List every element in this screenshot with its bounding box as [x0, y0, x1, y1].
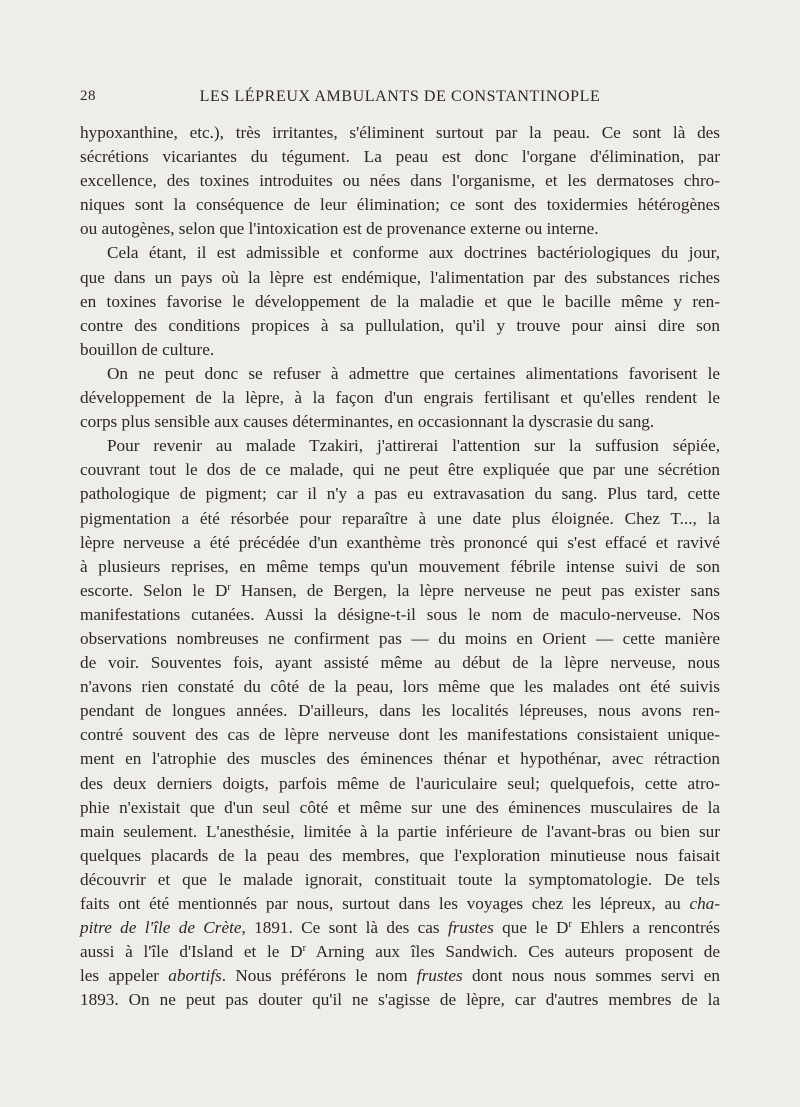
text-run: pendant de longues années. D'ailleurs, dans les localités lépreuses, nous avons ren-: [80, 701, 720, 721]
superscript: r: [568, 919, 572, 931]
text-line: [80, 555, 720, 579]
text-line: [80, 290, 720, 314]
text-run: bouillon de culture.: [80, 339, 215, 359]
italic-text: abortifs: [168, 966, 222, 986]
text-run: ou autogènes, selon que l'intoxication est de provenance externe ou interne.: [80, 219, 599, 239]
text-run: excellence, des toxines introduites ou nées dans l'organisme, et les dermatoses chro-: [80, 171, 720, 191]
italic-text: pitre de l'île de Crète: [80, 918, 242, 938]
text-line: [80, 314, 720, 338]
text-run: lèpre nerveuse a été précédée d'un exanthème très prononcé qui s'est effacé et ravivé: [80, 532, 720, 552]
italic-text: cha-: [689, 894, 720, 913]
text-run: des deux derniers doigts, parfois même de l'auriculaire seul; quelquefois, cette atro-: [80, 773, 720, 793]
text-run: que dans un pays où la lèpre est endémique, l'alimentation par des substances riches: [80, 267, 720, 287]
page-number: 28: [80, 88, 96, 104]
text-line: [80, 820, 720, 844]
page-header: [80, 88, 720, 112]
text-line: [80, 362, 720, 386]
text-run: couvrant tout le dos de ce malade, qui ne peut être expliquée que par une sécrétion: [80, 460, 720, 480]
text-line: [80, 868, 720, 892]
text-run: hypoxanthine, etc.), très irritantes, s'éliminent surtout par la peau. Ce sont là des: [80, 123, 720, 142]
text-run: faits ont été mentionnés par nous, surtout dans les voyages chez les lépreux, au: [80, 894, 690, 913]
text-run: aussi à l'île d'Island et le D: [80, 942, 303, 962]
superscript: r: [227, 581, 231, 593]
text-run: manifestations cutanées. Aussi la désigne-t-il sous le nom de maculo-nerveuse. Nos: [80, 604, 720, 624]
text-line: [80, 747, 720, 771]
text-line: [80, 121, 720, 145]
text-run: pigmentation a été résorbée pour reparaître à une date plus éloignée. Chez T..., la: [80, 508, 720, 528]
text-run: On ne peut donc se refuser à admettre que certaines alimentations favorisent le: [107, 363, 720, 383]
text-run: dont nous nous sommes servi en: [462, 966, 720, 986]
text-line: [80, 892, 720, 916]
text-line: [80, 410, 720, 434]
superscript: r: [302, 943, 306, 955]
text-line: [80, 531, 720, 555]
text-line: [80, 603, 720, 627]
text-line: [80, 169, 720, 193]
text-run: sécrétions vicariantes du tégument. La peau est donc l'organe d'élimination, par: [80, 147, 720, 167]
text-line: [80, 145, 720, 169]
text-line: [80, 193, 720, 217]
text-line: [80, 772, 720, 796]
text-run: Ehlers a rencontrés: [571, 918, 720, 938]
text-run: corps plus sensible aux causes déterminantes, en occasionnant la dyscrasie du sang.: [80, 412, 655, 432]
text-line: [80, 458, 720, 482]
text-run: Pour revenir au malade Tzakiri, j'attirerai l'attention sur la suffusion sépiée,: [107, 436, 720, 456]
text-run: Hansen, de Bergen, la lèpre nerveuse ne peut pas exister sans: [230, 580, 720, 600]
text-run: , 1891. Ce sont là des cas: [241, 918, 448, 938]
text-run: quelques placards de la peau des membres, que l'exploration minutieuse nous faisait: [80, 845, 720, 865]
text-run: contré souvent des cas de lèpre nerveuse dont les manifestations consistaient unique-: [80, 725, 720, 745]
text-line: [80, 940, 720, 964]
italic-text: frustes: [416, 966, 463, 986]
text-run: ment en l'atrophie des muscles des éminences thénar et hypothénar, avec rétraction: [80, 749, 720, 769]
italic-text: frustes: [447, 918, 494, 938]
text-line: [80, 338, 720, 362]
text-run: contre des conditions propices à sa pullulation, qu'il y trouve pour ainsi dire son: [80, 315, 720, 335]
text-run: pathologique de pigment; car il n'y a pas eu extravasation du sang. Plus tard, cette: [80, 484, 720, 504]
text-line: [80, 434, 720, 458]
text-run: phie n'existait que d'un seul côté et même sur une des éminences musculaires de la: [80, 797, 720, 817]
text-line: [80, 916, 720, 940]
text-run: que le D: [493, 918, 569, 938]
text-run: escorte. Selon le D: [80, 580, 228, 600]
text-run: développement de la lèpre, à la façon d'un engrais fertilisant et qu'elles rendent le: [80, 388, 720, 408]
text-run: les appeler: [80, 966, 169, 986]
text-line: [80, 627, 720, 651]
text-run: . Nous préférons le nom: [221, 966, 417, 986]
text-line: [80, 217, 720, 241]
text-run: de voir. Souventes fois, ayant assisté même au début de la lèpre nerveuse, nous: [80, 653, 720, 673]
text-line: [80, 507, 720, 531]
text-run: observations nombreuses ne confirment pas — du moins en Orient — cette manière: [80, 628, 720, 648]
text-line: [80, 386, 720, 410]
text-line: [80, 241, 720, 265]
running-title: LES LÉPREUX AMBULANTS DE CONSTANTINOPLE: [199, 88, 601, 105]
text-run: n'avons rien constaté du côté de la peau, lors même que les malades ont été suivis: [80, 677, 720, 697]
text-line: [80, 723, 720, 747]
text-line: [80, 675, 720, 699]
text-run: en toxines favorise le développement de la maladie et que le bacille même y ren-: [80, 291, 720, 311]
text-line: [80, 796, 720, 820]
text-run: découvrir et que le malade ignorait, constituait toute la symptomatologie. De tels: [80, 869, 720, 889]
body-text: [80, 121, 720, 1012]
text-run: niques sont la conséquence de leur élimination; ce sont des toxidermies hétérogènes: [80, 195, 720, 215]
text-line: [80, 651, 720, 675]
text-line: [80, 482, 720, 506]
text-run: Arning aux îles Sandwich. Ces auteurs proposent de: [305, 942, 720, 962]
text-line: [80, 844, 720, 868]
text-line: [80, 699, 720, 723]
text-run: 1893. On ne peut pas douter qu'il ne s'agisse de lèpre, car d'autres membres de la: [80, 990, 720, 1010]
text-run: Cela étant, il est admissible et conforme aux doctrines bactériologiques du jour,: [107, 243, 720, 263]
text-line: [80, 266, 720, 290]
text-run: main seulement. L'anesthésie, limitée à la partie inférieure de l'avant-bras ou bien sur: [80, 821, 720, 841]
text-run: à plusieurs reprises, en même temps qu'un mouvement fébrile intense suivi de son: [80, 556, 720, 576]
text-line: [80, 579, 720, 603]
text-line: [80, 964, 720, 988]
text-line: [80, 988, 720, 1012]
